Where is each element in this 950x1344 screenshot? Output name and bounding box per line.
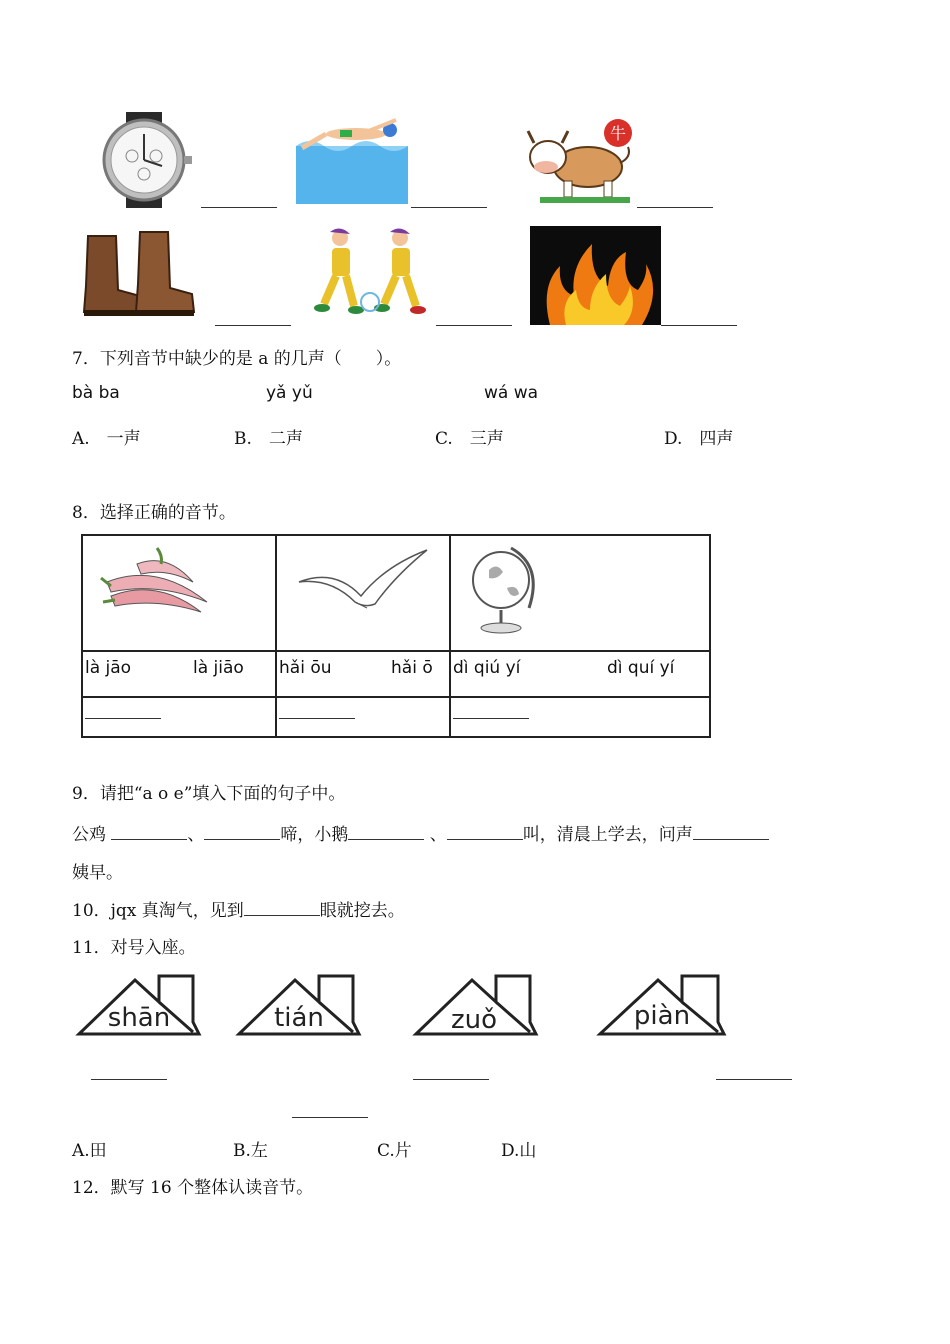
q10-suffix: 眼就挖去。	[319, 901, 405, 921]
house-tian-label: tián	[274, 1003, 324, 1033]
q7-option-c[interactable]: C. 三声	[435, 429, 504, 449]
q11-blank-3[interactable]	[413, 1079, 489, 1080]
q8-option-1a[interactable]: là jāo	[85, 658, 132, 678]
house-zuo	[412, 974, 540, 1036]
q9-part-3: 啼，小鹅	[280, 825, 349, 845]
swimmer-icon	[296, 116, 411, 204]
q7-option-a[interactable]: A. 一声	[72, 429, 141, 449]
house-pian	[596, 974, 728, 1036]
q8-option-2a[interactable]: hǎi ōu	[279, 658, 332, 678]
q9-line2: 姨早。	[72, 863, 123, 883]
fire-icon	[530, 226, 661, 325]
watch-icon	[90, 112, 198, 208]
q7-syllable-2: yǎ yǔ	[266, 383, 313, 403]
q10-blank[interactable]	[244, 901, 320, 916]
boots-icon	[70, 226, 196, 320]
house-zuo-label: zuǒ	[450, 1005, 498, 1035]
q11-blank-1[interactable]	[91, 1079, 167, 1080]
seagull-icon	[295, 546, 435, 616]
q9-blank-4[interactable]	[447, 825, 523, 840]
cow-badge-text: 牛	[609, 124, 627, 143]
q8-answer-blank-3[interactable]	[453, 718, 529, 719]
q8-question: 8．选择正确的音节。	[72, 503, 236, 523]
q11-option-c[interactable]: C.片	[377, 1141, 412, 1161]
q9-sentence	[72, 820, 769, 845]
runners-icon	[308, 226, 434, 322]
house-tian	[235, 974, 363, 1036]
house-pian-label: piàn	[633, 1001, 691, 1031]
q9-part-1: 公鸡	[72, 825, 112, 845]
q11-option-b[interactable]: B.左	[233, 1141, 268, 1161]
q7-syllable-3: wá wa	[484, 383, 539, 403]
q8-option-3b[interactable]: dì quí yí	[607, 658, 675, 678]
q7-syllable-1: bà ba	[72, 383, 120, 403]
q11-option-a[interactable]: A.田	[72, 1141, 107, 1161]
q9-blank-5[interactable]	[693, 825, 769, 840]
q9-blank-1[interactable]	[111, 825, 187, 840]
q10-sentence	[72, 896, 405, 921]
q10-prefix: 10．jqx 真淘气，见到	[72, 901, 244, 921]
house-shan	[75, 974, 203, 1036]
q7-question: 7．下列音节中缺少的是 a 的几声（ ）。	[72, 349, 402, 369]
q11-option-d[interactable]: D.山	[501, 1141, 537, 1161]
q7-option-d[interactable]: D. 四声	[664, 429, 734, 449]
q8-answer-blank-2[interactable]	[279, 718, 355, 719]
cow-icon	[520, 117, 636, 205]
q9-blank-2[interactable]	[204, 825, 280, 840]
house-shan-label: shān	[107, 1003, 171, 1033]
q8-answer-blank-1[interactable]	[85, 718, 161, 719]
q11-blank-4[interactable]	[716, 1079, 792, 1080]
globe-icon	[467, 540, 547, 640]
q11-question: 11．对号入座。	[72, 938, 196, 958]
q8-option-2b[interactable]: hǎi ō	[391, 658, 433, 678]
q9-part-5: 叫，清晨上学去，问声	[522, 825, 693, 845]
q7-option-b[interactable]: B. 二声	[234, 429, 303, 449]
q12-question: 12．默写 16 个整体认读音节。	[72, 1178, 314, 1198]
q9-blank-3[interactable]	[348, 825, 424, 840]
q9-question: 9．请把“a o e”填入下面的句子中。	[72, 784, 346, 804]
q8-option-3a[interactable]: dì qiú yí	[453, 658, 521, 678]
q8-table	[81, 534, 711, 738]
chili-icon	[97, 542, 217, 624]
q11-blank-2[interactable]	[292, 1117, 368, 1118]
q8-option-1b[interactable]: là jiāo	[193, 658, 244, 678]
q9-part-4: 、	[424, 825, 447, 845]
q9-part-2: 、	[187, 825, 205, 845]
